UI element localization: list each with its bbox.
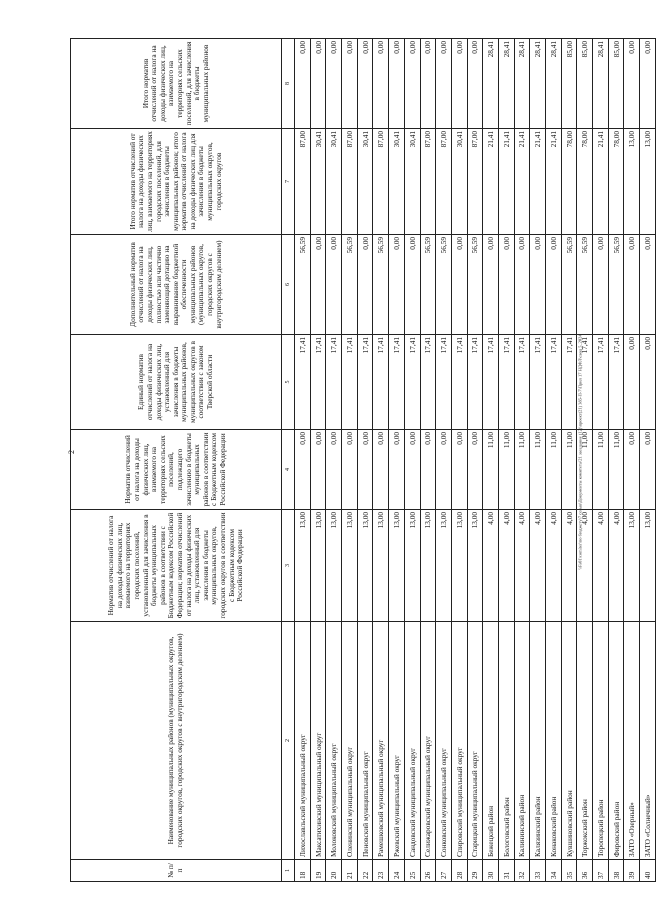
- municipality-name: Рамешковский муниципальный округ: [373, 622, 389, 860]
- norm-value-c5: 17,41: [514, 335, 530, 430]
- norm-value-c4: 11,00: [561, 430, 577, 510]
- row-number: 30: [483, 860, 499, 882]
- norm-value-c3: 13,00: [342, 510, 358, 622]
- norm-value-c6: 56,59: [608, 235, 624, 335]
- municipality-name: Бежецкий район: [483, 622, 499, 860]
- norm-value-c6: 56,59: [467, 235, 483, 335]
- norm-value-c3: 13,00: [310, 510, 326, 622]
- norm-value-c8: 0,00: [436, 39, 452, 129]
- norm-value-c3: 4,00: [530, 510, 546, 622]
- header-col-1: № п/п: [71, 860, 282, 882]
- colnum-1: 1: [282, 860, 295, 882]
- norm-value-c5: 17,41: [561, 335, 577, 430]
- row-number: 19: [310, 860, 326, 882]
- table-row: [561, 39, 577, 882]
- municipality-name: Ржевский муниципальный округ: [389, 622, 405, 860]
- norm-value-c3: 13,00: [624, 510, 640, 622]
- municipality-name: Оленинский муниципальный округ: [342, 622, 358, 860]
- norm-value-c6: 56,59: [561, 235, 577, 335]
- table-row: [514, 39, 530, 882]
- table-row: [357, 39, 373, 882]
- norm-value-c7: 21,41: [514, 129, 530, 235]
- municipality-name: Лихославльский муниципальный округ: [295, 622, 311, 860]
- norm-value-c7: 87,00: [373, 129, 389, 235]
- norm-value-c4: 11,00: [530, 430, 546, 510]
- norm-value-c3: 13,00: [373, 510, 389, 622]
- norm-value-c5: 17,41: [593, 335, 609, 430]
- norm-value-c6: 56,59: [436, 235, 452, 335]
- norm-value-c6: 0,00: [624, 235, 640, 335]
- norm-value-c5: 0,00: [640, 335, 656, 430]
- norm-value-c6: 0,00: [483, 235, 499, 335]
- table-row: [467, 39, 483, 882]
- header-col-6: Дополнительный норматив отчислений от налога на доходы физических лиц, полностью или частично заменяющий дотацию на выравнивание бюджетной обеспеченности муниципальных районов (муниципальных округов, городских округов с внутригородским делением): [71, 235, 282, 335]
- norm-value-c3: 4,00: [546, 510, 562, 622]
- table-header-row: [71, 39, 282, 882]
- norm-value-c7: 21,41: [546, 129, 562, 235]
- norm-value-c7: 30,41: [451, 129, 467, 235]
- norm-value-c6: 0,00: [451, 235, 467, 335]
- municipality-name: Конаковский район: [546, 622, 562, 860]
- row-number: 24: [389, 860, 405, 882]
- table-row: [546, 39, 562, 882]
- norm-value-c8: 28,41: [546, 39, 562, 129]
- municipality-name: Калининский район: [514, 622, 530, 860]
- row-number: 35: [561, 860, 577, 882]
- norm-value-c3: 4,00: [577, 510, 593, 622]
- norm-value-c6: 0,00: [593, 235, 609, 335]
- norm-value-c7: 87,00: [420, 129, 436, 235]
- norm-value-c8: 0,00: [373, 39, 389, 129]
- norm-value-c4: 0,00: [389, 430, 405, 510]
- colnum-4: 4: [282, 430, 295, 510]
- norm-value-c6: 56,59: [420, 235, 436, 335]
- norm-value-c4: 11,00: [483, 430, 499, 510]
- norm-value-c6: 56,59: [295, 235, 311, 335]
- ndfl-norms-table: [67, 38, 656, 882]
- colnum-5: 5: [282, 335, 295, 430]
- norm-value-c7: 21,41: [498, 129, 514, 235]
- norm-value-c7: 87,00: [342, 129, 358, 235]
- norm-value-c7: 13,00: [640, 129, 656, 235]
- norm-value-c8: 0,00: [357, 39, 373, 129]
- norm-value-c8: 85,00: [561, 39, 577, 129]
- table-row: [404, 39, 420, 882]
- norm-value-c5: 17,41: [389, 335, 405, 430]
- row-number: 38: [608, 860, 624, 882]
- norm-value-c4: 0,00: [404, 430, 420, 510]
- norm-value-c6: 56,59: [342, 235, 358, 335]
- norm-value-c3: 4,00: [483, 510, 499, 622]
- municipality-name: Бологовский район: [498, 622, 514, 860]
- header-col-2: Наименование муниципальных районов (муниципальных округов, городских округов, городских округов с внутригородским делением): [71, 622, 282, 860]
- norm-value-c4: 11,00: [577, 430, 593, 510]
- norm-value-c6: 56,59: [373, 235, 389, 335]
- norm-value-c7: 30,41: [404, 129, 420, 235]
- column-number-row: [282, 39, 295, 882]
- municipality-name: ЗАТО «Солнечный»: [640, 622, 656, 860]
- norm-value-c8: 28,41: [498, 39, 514, 129]
- colnum-2: 2: [282, 622, 295, 860]
- norm-value-c7: 21,41: [483, 129, 499, 235]
- norm-value-c6: 0,00: [404, 235, 420, 335]
- row-number: 27: [436, 860, 452, 882]
- norm-value-c8: 0,00: [326, 39, 342, 129]
- norm-value-c5: 17,41: [546, 335, 562, 430]
- row-number: 23: [373, 860, 389, 882]
- norm-value-c4: 0,00: [373, 430, 389, 510]
- norm-value-c6: 0,00: [546, 235, 562, 335]
- norm-value-c3: 13,00: [451, 510, 467, 622]
- norm-value-c8: 0,00: [310, 39, 326, 129]
- norm-value-c5: 17,41: [451, 335, 467, 430]
- norm-value-c4: 0,00: [467, 430, 483, 510]
- colnum-8: 8: [282, 39, 295, 129]
- norm-value-c8: 28,41: [530, 39, 546, 129]
- municipality-name: Сонковский муниципальный округ: [436, 622, 452, 860]
- norm-value-c3: 4,00: [608, 510, 624, 622]
- table-row: [640, 39, 656, 882]
- norm-value-c5: 17,41: [342, 335, 358, 430]
- row-number: 18: [295, 860, 311, 882]
- municipality-name: Кувшиновский район: [561, 622, 577, 860]
- norm-value-c7: 30,41: [389, 129, 405, 235]
- row-number: 29: [467, 860, 483, 882]
- row-number: 20: [326, 860, 342, 882]
- table-row: [530, 39, 546, 882]
- norm-value-c4: 0,00: [451, 430, 467, 510]
- row-number: 37: [593, 860, 609, 882]
- norm-value-c4: 11,00: [514, 430, 530, 510]
- norm-value-c4: 0,00: [640, 430, 656, 510]
- table-row: [295, 39, 311, 882]
- norm-value-c6: 0,00: [498, 235, 514, 335]
- norm-value-c6: 0,00: [326, 235, 342, 335]
- row-number: 40: [640, 860, 656, 882]
- row-number: 28: [451, 860, 467, 882]
- norm-value-c8: 0,00: [295, 39, 311, 129]
- norm-value-c5: 17,41: [310, 335, 326, 430]
- municipality-name: Калязинский район: [530, 622, 546, 860]
- norm-value-c4: 0,00: [295, 430, 311, 510]
- norm-value-c3: 4,00: [561, 510, 577, 622]
- municipality-name: Торопецкий район: [593, 622, 609, 860]
- norm-value-c5: 17,41: [295, 335, 311, 430]
- norm-value-c5: 17,41: [404, 335, 420, 430]
- row-number: 26: [420, 860, 436, 882]
- norm-value-c8: 0,00: [389, 39, 405, 129]
- row-number: 22: [357, 860, 373, 882]
- norm-value-c8: 85,00: [577, 39, 593, 129]
- norm-value-c3: 13,00: [295, 510, 311, 622]
- norm-value-c5: 17,41: [483, 335, 499, 430]
- page-number: 2: [67, 450, 76, 454]
- municipality-name: Сандовский муниципальный округ: [404, 622, 420, 860]
- norm-value-c4: 0,00: [420, 430, 436, 510]
- norm-value-c3: 13,00: [640, 510, 656, 622]
- norm-value-c3: 4,00: [593, 510, 609, 622]
- norm-value-c8: 0,00: [404, 39, 420, 129]
- municipality-name: ЗАТО «Озерный»: [624, 622, 640, 860]
- table-row: [498, 39, 514, 882]
- norm-value-c8: 0,00: [467, 39, 483, 129]
- colnum-7: 7: [282, 129, 295, 235]
- norm-value-c7: 21,41: [530, 129, 546, 235]
- row-number: 32: [514, 860, 530, 882]
- colnum-3: 3: [282, 510, 295, 622]
- norm-value-c3: 13,00: [404, 510, 420, 622]
- norm-value-c8: 28,41: [514, 39, 530, 129]
- norm-value-c7: 30,41: [357, 129, 373, 235]
- norm-value-c5: 17,41: [530, 335, 546, 430]
- row-number: 31: [498, 860, 514, 882]
- norm-value-c3: 13,00: [436, 510, 452, 622]
- table-row: [310, 39, 326, 882]
- norm-value-c4: 11,00: [608, 430, 624, 510]
- row-number: 25: [404, 860, 420, 882]
- table-row: [624, 39, 640, 882]
- norm-value-c6: 0,00: [310, 235, 326, 335]
- municipality-name: Фировский район: [608, 622, 624, 860]
- norm-value-c8: 85,00: [608, 39, 624, 129]
- municipality-name: Максатихинский муниципальный округ: [310, 622, 326, 860]
- norm-value-c7: 78,00: [577, 129, 593, 235]
- table-row: [593, 39, 609, 882]
- header-col-7: Итого норматив отчислений от налога на доходы физических лиц, взимаемого на территориях городских поселений, для зачисления в бюджеты муниципальных районов; итого норматив отчислений от налога на доходы физических лиц для зачисления в бюджеты муниципальных округов, городских округов: [71, 129, 282, 235]
- norm-value-c6: 0,00: [640, 235, 656, 335]
- row-number: 39: [624, 860, 640, 882]
- header-col-5: Единый норматив отчислений от налога на доходы физических лиц, установленный для зачисления в бюджеты муниципальных районов, муниципальных округов в соответствии с законом Тверской области: [71, 335, 282, 430]
- table-row: [373, 39, 389, 882]
- norm-value-c7: 78,00: [561, 129, 577, 235]
- norm-value-c5: 17,41: [436, 335, 452, 430]
- norm-value-c4: 11,00: [498, 430, 514, 510]
- table-row: [483, 39, 499, 882]
- norm-value-c6: 56,59: [577, 235, 593, 335]
- table-row: [608, 39, 624, 882]
- norm-value-c4: 0,00: [624, 430, 640, 510]
- norm-value-c5: 17,41: [357, 335, 373, 430]
- norm-value-c3: 13,00: [389, 510, 405, 622]
- norm-value-c3: 4,00: [514, 510, 530, 622]
- norm-value-c4: 0,00: [357, 430, 373, 510]
- norm-value-c8: 0,00: [420, 39, 436, 129]
- norm-value-c5: 17,41: [467, 335, 483, 430]
- row-number: 33: [530, 860, 546, 882]
- table-row: [451, 39, 467, 882]
- footer-file-path: \\Fs01\comiter\по бюджету\7 созыв\Документы комитета\21 заседание (12)\проект(21) 385-П-7\Прил 17 НДФЛ\свод 5_2024: [577, 334, 583, 570]
- norm-value-c7: 87,00: [467, 129, 483, 235]
- norm-value-c5: 0,00: [624, 335, 640, 430]
- table-row: [420, 39, 436, 882]
- norm-value-c3: 13,00: [326, 510, 342, 622]
- norm-value-c8: 28,41: [483, 39, 499, 129]
- row-number: 36: [577, 860, 593, 882]
- row-number: 21: [342, 860, 358, 882]
- norm-value-c8: 0,00: [640, 39, 656, 129]
- norm-value-c4: 11,00: [546, 430, 562, 510]
- norm-value-c7: 30,41: [310, 129, 326, 235]
- colnum-6: 6: [282, 235, 295, 335]
- table-row: [326, 39, 342, 882]
- norm-value-c3: 13,00: [420, 510, 436, 622]
- municipality-name: Селижаровский муниципальный округ: [420, 622, 436, 860]
- municipality-name: Молоковский муниципальный округ: [326, 622, 342, 860]
- norm-value-c7: 78,00: [608, 129, 624, 235]
- table-row: [389, 39, 405, 882]
- norm-value-c4: 0,00: [326, 430, 342, 510]
- norm-value-c3: 13,00: [467, 510, 483, 622]
- norm-value-c8: 0,00: [624, 39, 640, 129]
- norm-value-c4: 0,00: [436, 430, 452, 510]
- row-number: 34: [546, 860, 562, 882]
- header-col-8: Итого норматив отчислений от налога на доходы физических лиц, взимаемого на территориях сельских поселений, для зачисления в бюджеты муниципальных районов: [71, 39, 282, 129]
- table-row: [342, 39, 358, 882]
- norm-value-c6: 0,00: [389, 235, 405, 335]
- norm-value-c7: 13,00: [624, 129, 640, 235]
- norm-value-c8: 28,41: [593, 39, 609, 129]
- norm-value-c8: 0,00: [451, 39, 467, 129]
- norm-value-c6: 0,00: [357, 235, 373, 335]
- municipality-name: Старицкий муниципальный округ: [467, 622, 483, 860]
- norm-value-c5: 17,41: [577, 335, 593, 430]
- norm-value-c4: 11,00: [593, 430, 609, 510]
- norm-value-c6: 0,00: [514, 235, 530, 335]
- municipality-name: Торжокский район: [577, 622, 593, 860]
- norm-value-c4: 0,00: [310, 430, 326, 510]
- norm-value-c3: 4,00: [498, 510, 514, 622]
- norm-value-c4: 0,00: [342, 430, 358, 510]
- norm-value-c8: 0,00: [342, 39, 358, 129]
- norm-value-c5: 17,41: [373, 335, 389, 430]
- norm-value-c7: 21,41: [593, 129, 609, 235]
- norm-value-c6: 0,00: [530, 235, 546, 335]
- header-col-3: Норматив отчислений от налога на доходы физических лиц, взимаемого на территориях городских поселений, установленный для зачисления в бюджеты муниципальных районов в соответствии с Бюджетным кодексом Российской Федерации; норматив отчислений от налога на доходы физических лиц, установленный для зачисления в бюджеты муниципальных округов, городских округов в соответствии с Бюджетным кодексом Российской Федерации: [71, 510, 282, 622]
- norm-value-c5: 17,41: [326, 335, 342, 430]
- table-row: [436, 39, 452, 882]
- norm-value-c5: 17,41: [608, 335, 624, 430]
- norm-value-c5: 17,41: [498, 335, 514, 430]
- norm-value-c3: 13,00: [357, 510, 373, 622]
- table-body: [295, 39, 656, 882]
- norm-value-c5: 17,41: [420, 335, 436, 430]
- norm-value-c7: 87,00: [295, 129, 311, 235]
- norm-value-c7: 87,00: [436, 129, 452, 235]
- municipality-name: Спировский муниципальный округ: [451, 622, 467, 860]
- municipality-name: Пеновский муниципальный округ: [357, 622, 373, 860]
- norm-value-c7: 30,41: [326, 129, 342, 235]
- header-col-4: Норматив отчислений от налога на доходы физических лиц, взимаемого на территориях сельских поселений, подлежащего зачислению в бюджеты муниципальных районов в соответствии с Бюджетным кодексом Российской Федерации: [71, 430, 282, 510]
